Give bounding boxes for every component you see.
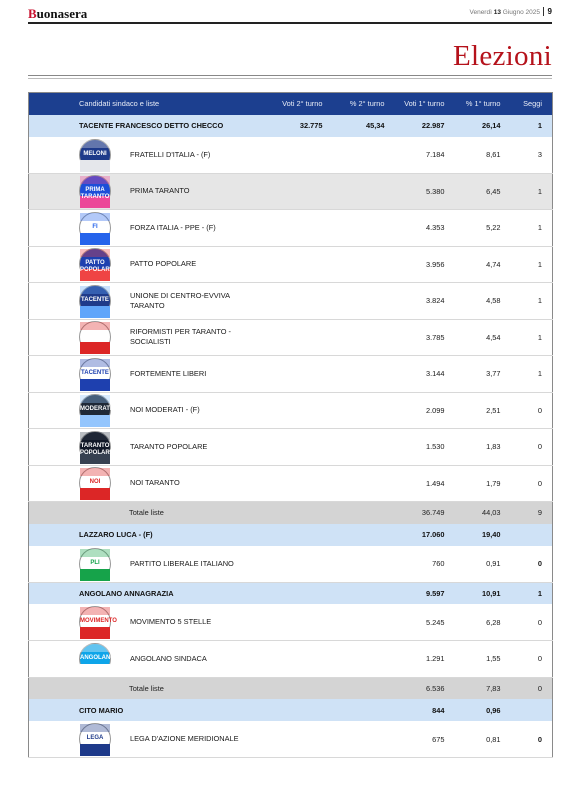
party-list-row bbox=[29, 173, 553, 210]
issue-date: Venerdì 13 Giugno 2025 bbox=[469, 9, 540, 16]
pct-1st-round: 4,54 bbox=[445, 319, 501, 356]
party-name: NOI TARANTO bbox=[130, 478, 180, 488]
logo-text: PRIMA TARANTO bbox=[80, 187, 110, 201]
pct-1st-round: 6,45 bbox=[445, 173, 501, 210]
logo-band bbox=[80, 664, 110, 676]
logo-text: TARANTO POPOLARE bbox=[80, 442, 114, 456]
votes-1st-round: 1.494 bbox=[385, 465, 445, 502]
logo-band bbox=[80, 488, 110, 500]
candidate-name: TACENTE FRANCESCO DETTO CHECCO bbox=[79, 121, 224, 130]
seats: 0 bbox=[501, 721, 553, 758]
party-list-row bbox=[29, 283, 553, 320]
votes-1st-round: 5.245 bbox=[385, 604, 445, 641]
logo-band bbox=[80, 379, 110, 391]
seats: 1 bbox=[501, 246, 553, 283]
votes-1st-round: 5.380 bbox=[385, 173, 445, 210]
logo-text: MODERATI bbox=[80, 406, 112, 413]
logo-text: PLI bbox=[90, 559, 100, 566]
party-name: PRIMA TARANTO bbox=[130, 186, 190, 196]
logo-band-top bbox=[80, 249, 110, 257]
pct-1st-round: 19,40 bbox=[482, 530, 501, 539]
party-cell bbox=[29, 394, 261, 426]
seats: 0 bbox=[501, 429, 553, 466]
party-cell bbox=[29, 548, 261, 580]
logo-band-top bbox=[80, 176, 110, 184]
seats: 0 bbox=[501, 546, 553, 583]
seats: 0 bbox=[501, 604, 553, 641]
logo-band-top bbox=[80, 286, 110, 294]
col-header-votes-1st: Voti 1° turno bbox=[404, 99, 445, 109]
pct-1st-round: 1,79 bbox=[445, 465, 501, 502]
pct-1st-round: 8,61 bbox=[445, 137, 501, 174]
pct-1st-round: 5,22 bbox=[445, 210, 501, 247]
party-name: LEGA D'AZIONE MERIDIONALE bbox=[130, 734, 239, 743]
section-rule bbox=[28, 75, 552, 76]
pct-2nd-round: 45,34 bbox=[366, 121, 385, 130]
pct-1st-round: 0,91 bbox=[445, 546, 501, 583]
party-list-row bbox=[29, 546, 553, 583]
votes-2nd-round bbox=[261, 582, 323, 604]
logo-band-top bbox=[80, 432, 110, 440]
seats bbox=[501, 524, 553, 546]
party-cell bbox=[29, 248, 261, 280]
party-cell bbox=[29, 175, 261, 207]
party-list-row bbox=[29, 210, 553, 247]
pct-2nd-round bbox=[323, 699, 385, 721]
m5s-logo bbox=[79, 606, 117, 638]
party-name: NOI MODERATI - (F) bbox=[130, 405, 200, 415]
logo-text: MOVIMENTO bbox=[80, 618, 117, 624]
pct-1st-round: 26,14 bbox=[482, 121, 501, 130]
riformisti-logo bbox=[79, 321, 111, 353]
newspaper-logo: Buonasera bbox=[28, 6, 88, 21]
seats: 0 bbox=[501, 641, 553, 678]
candidate-row bbox=[29, 524, 553, 546]
total-label: Totale liste bbox=[129, 683, 164, 693]
party-cell bbox=[29, 606, 261, 638]
fortemente-liberi-logo bbox=[79, 358, 111, 390]
logo-text: MELONI bbox=[83, 150, 107, 157]
pct-1st-round: 1,83 bbox=[445, 429, 501, 466]
prima-taranto-logo bbox=[79, 175, 111, 207]
votes-1st-round: 3.785 bbox=[385, 319, 445, 356]
logo-band bbox=[80, 342, 110, 354]
logo-text: TACENTE bbox=[81, 296, 109, 303]
total-pct-1st-round: 7,83 bbox=[486, 683, 501, 693]
votes-2nd-round: 32.775 bbox=[299, 121, 323, 130]
candidate-row bbox=[29, 115, 553, 137]
total-votes-1st-round: 36.749 bbox=[421, 508, 445, 518]
noi-taranto-logo bbox=[79, 467, 111, 499]
party-cell bbox=[29, 358, 261, 390]
logo-band-top bbox=[80, 395, 110, 403]
logo-text: LEGA bbox=[86, 735, 104, 741]
lists-total-row bbox=[29, 677, 553, 699]
total-seats: 0 bbox=[537, 683, 542, 693]
logo-band-top bbox=[80, 213, 110, 221]
votes-1st-round: 1.291 bbox=[385, 641, 445, 678]
page-number: 9 bbox=[543, 7, 552, 16]
logo-text: PATTO POPOLARE bbox=[80, 260, 114, 274]
angolano-sindaca-logo bbox=[79, 643, 115, 675]
party-name: TARANTO POPOLARE bbox=[130, 441, 208, 451]
seats: 1 bbox=[501, 356, 553, 393]
party-cell bbox=[29, 467, 261, 499]
party-name: MOVIMENTO 5 STELLE bbox=[130, 617, 212, 626]
masthead bbox=[28, 6, 552, 36]
party-list-row bbox=[29, 465, 553, 502]
header-rule bbox=[28, 22, 552, 24]
party-name: PARTITO LIBERALE ITALIANO bbox=[130, 558, 234, 568]
party-list-row bbox=[29, 604, 553, 641]
logo-band-top bbox=[80, 140, 110, 148]
logo-band-top bbox=[80, 607, 110, 615]
seats bbox=[501, 699, 553, 721]
logo-band bbox=[80, 744, 110, 756]
party-cell bbox=[29, 321, 261, 353]
party-cell bbox=[29, 139, 261, 171]
votes-1st-round: 844 bbox=[432, 705, 445, 715]
seats: 1 bbox=[501, 283, 553, 320]
section-rule-secondary bbox=[28, 78, 552, 79]
pli-logo bbox=[79, 548, 111, 580]
col-header-votes-2nd: Voti 2° turno bbox=[282, 99, 323, 109]
logo-text: TACENTE bbox=[81, 369, 109, 376]
votes-1st-round: 9.597 bbox=[426, 588, 445, 598]
pct-1st-round: 1,55 bbox=[445, 641, 501, 678]
total-label: Totale liste bbox=[129, 508, 164, 518]
candidate-row bbox=[29, 582, 553, 604]
party-cell bbox=[29, 431, 261, 463]
total-votes-1st-round: 6.536 bbox=[426, 683, 445, 693]
votes-1st-round: 3.824 bbox=[385, 283, 445, 320]
party-cell bbox=[29, 212, 261, 244]
fdi-logo bbox=[79, 139, 111, 171]
seats: 0 bbox=[501, 392, 553, 429]
pct-2nd-round bbox=[323, 582, 385, 604]
votes-1st-round: 4.353 bbox=[385, 210, 445, 247]
votes-1st-round: 3.144 bbox=[385, 356, 445, 393]
candidate-name: ANGOLANO ANNAGRAZIA bbox=[79, 588, 174, 598]
seats: 1 bbox=[501, 173, 553, 210]
logo-band bbox=[80, 627, 110, 639]
party-name: FORTEMENTE LIBERI bbox=[130, 368, 207, 378]
patto-popolare-logo bbox=[79, 248, 114, 280]
votes-1st-round: 17.060 bbox=[421, 530, 445, 539]
party-list-row bbox=[29, 721, 553, 758]
logo-band-top bbox=[80, 549, 110, 557]
party-list-row bbox=[29, 641, 553, 678]
party-name: UNIONE DI CENTRO-EVVIVA TARANTO bbox=[130, 290, 230, 310]
party-list-row bbox=[29, 137, 553, 174]
party-name: PATTO POPOLARE bbox=[130, 259, 197, 269]
logo-text: FI bbox=[92, 223, 98, 230]
logo-band-top bbox=[80, 644, 110, 652]
pct-1st-round: 0,81 bbox=[445, 721, 501, 758]
col-header-pct-1st: % 1° turno bbox=[465, 99, 501, 109]
pct-1st-round: 4,58 bbox=[445, 283, 501, 320]
party-name: FORZA ITALIA - PPE - (F) bbox=[130, 222, 216, 232]
seats: 3 bbox=[501, 137, 553, 174]
party-list-row bbox=[29, 246, 553, 283]
total-pct-1st-round: 44,03 bbox=[482, 508, 501, 518]
table-header bbox=[29, 93, 553, 115]
votes-1st-round: 1.530 bbox=[385, 429, 445, 466]
logo-text: NOI bbox=[89, 479, 101, 486]
seats: 1 bbox=[501, 319, 553, 356]
party-name: RIFORMISTI PER TARANTO - SOCIALISTI bbox=[130, 327, 232, 347]
logo-text: ANGOLANO bbox=[80, 654, 115, 661]
party-list-row bbox=[29, 319, 553, 356]
col-header-candidates: Candidati sindaco e liste bbox=[79, 99, 160, 109]
votes-1st-round: 2.099 bbox=[385, 392, 445, 429]
logo-band bbox=[80, 569, 110, 581]
party-name: FRATELLI D'ITALIA - (F) bbox=[130, 149, 211, 159]
logo-band-top bbox=[80, 359, 110, 367]
votes-1st-round: 7.184 bbox=[385, 137, 445, 174]
noi-moderati-logo bbox=[79, 394, 111, 426]
logo-band-top bbox=[80, 322, 110, 330]
candidate-name: CITO MARIO bbox=[79, 705, 124, 715]
logo-band bbox=[80, 415, 110, 427]
pct-1st-round: 0,96 bbox=[486, 705, 501, 715]
logo-band bbox=[80, 306, 110, 318]
lists-total-row bbox=[29, 502, 553, 524]
logo-band-top bbox=[80, 724, 110, 732]
votes-1st-round: 675 bbox=[385, 721, 445, 758]
col-header-seats: Seggi bbox=[523, 99, 542, 109]
seats: 1 bbox=[537, 121, 542, 130]
pct-1st-round: 4,74 bbox=[445, 246, 501, 283]
seats: 0 bbox=[501, 465, 553, 502]
party-cell bbox=[29, 285, 261, 317]
votes-2nd-round bbox=[261, 524, 323, 546]
party-cell bbox=[29, 723, 261, 755]
votes-1st-round: 760 bbox=[385, 546, 445, 583]
votes-1st-round: 22.987 bbox=[421, 121, 445, 130]
logo-band bbox=[80, 233, 110, 245]
seats: 1 bbox=[501, 210, 553, 247]
logo-band-top bbox=[80, 468, 110, 476]
section-title: Elezioni bbox=[452, 40, 552, 72]
seats: 1 bbox=[537, 588, 542, 598]
pct-1st-round: 2,51 bbox=[445, 392, 501, 429]
party-list-row bbox=[29, 392, 553, 429]
candidate-name: LAZZARO LUCA - (F) bbox=[79, 530, 153, 539]
logo-band bbox=[80, 160, 110, 172]
lega-azione-meridionale-logo bbox=[79, 723, 111, 755]
candidate-row bbox=[29, 699, 553, 721]
col-header-pct-2nd: % 2° turno bbox=[349, 99, 385, 109]
election-results-table bbox=[28, 92, 553, 758]
votes-1st-round: 3.956 bbox=[385, 246, 445, 283]
party-name: ANGOLANO SINDACA bbox=[130, 653, 207, 663]
pct-2nd-round bbox=[323, 524, 385, 546]
pct-1st-round: 3,77 bbox=[445, 356, 501, 393]
total-seats: 9 bbox=[537, 508, 542, 518]
party-list-row bbox=[29, 356, 553, 393]
votes-2nd-round bbox=[261, 699, 323, 721]
pct-1st-round: 6,28 bbox=[445, 604, 501, 641]
taranto-popolare-logo bbox=[79, 431, 114, 463]
party-cell bbox=[29, 643, 261, 675]
forza-italia-logo bbox=[79, 212, 111, 244]
pct-1st-round: 10,91 bbox=[482, 588, 501, 598]
udc-logo bbox=[79, 285, 111, 317]
party-list-row bbox=[29, 429, 553, 466]
